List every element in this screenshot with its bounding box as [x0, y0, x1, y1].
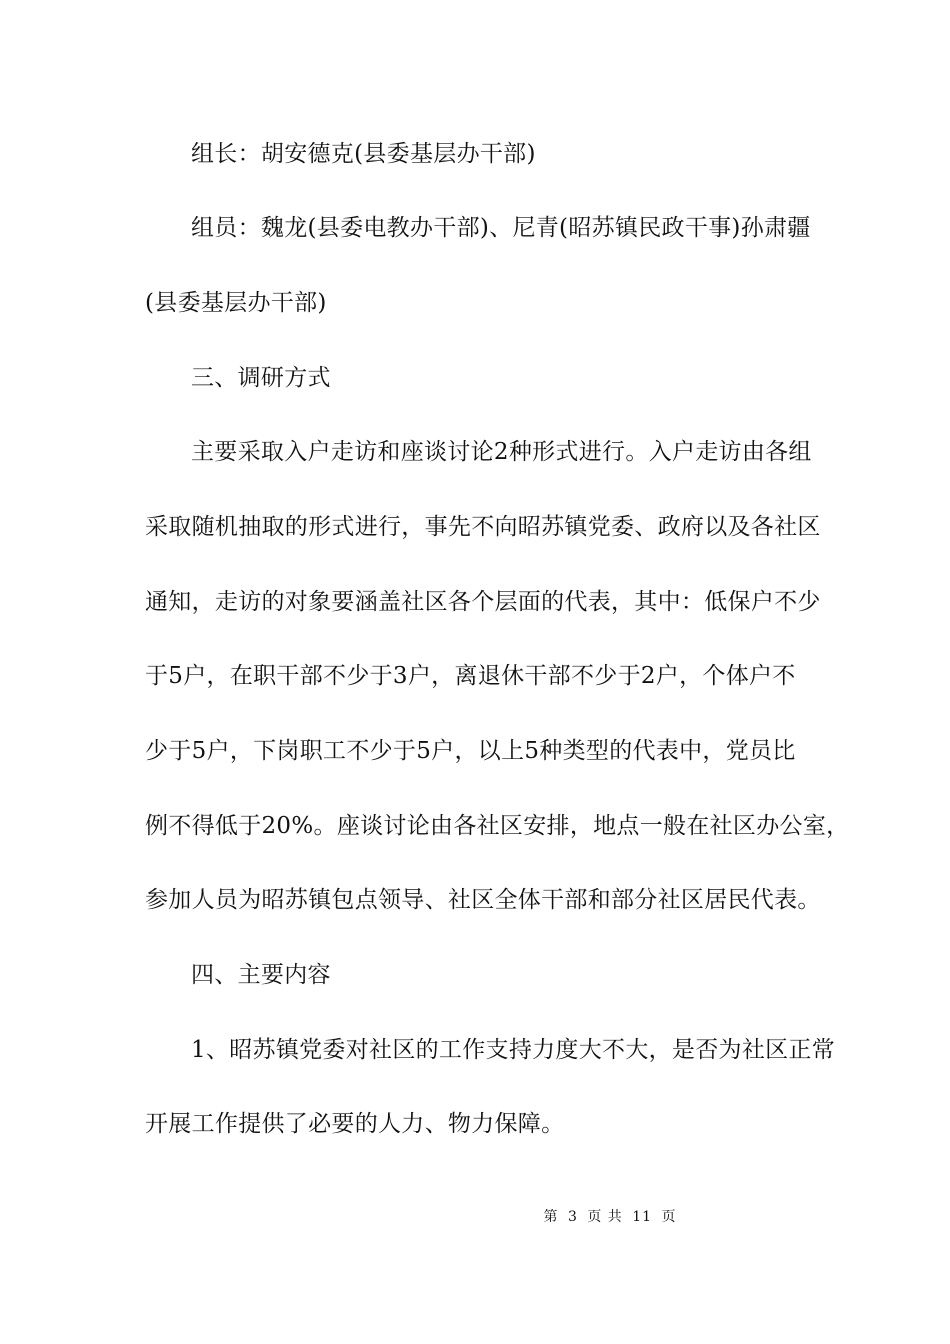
- footer-suffix: 页: [661, 1209, 677, 1225]
- page-footer: [0, 1207, 950, 1227]
- paragraph-line: 1、昭苏镇党委对社区的工作支持力度大不大，是否为社区正常: [191, 1037, 836, 1063]
- paragraph-line: 少于5户，下岗职工不少于5户，以上5种类型的代表中，党员比: [145, 738, 796, 764]
- footer-middle: 页 共: [587, 1209, 623, 1225]
- paragraph-line: 采取随机抽取的形式进行，事先不向昭苏镇党委、政府以及各社区: [145, 514, 821, 540]
- section-heading-main-content: 四、主要内容: [191, 962, 331, 988]
- section-heading-survey-method: 三、调研方式: [191, 365, 331, 391]
- paragraph-line: 主要采取入户走访和座谈讨论2种形式进行。入户走访由各组: [191, 439, 812, 465]
- footer-prefix: 第: [543, 1209, 559, 1225]
- leader-line: 组长：胡安德克(县委基层办干部): [191, 141, 536, 167]
- paragraph-line: 通知，走访的对象要涵盖社区各个层面的代表，其中：低保户不少: [145, 589, 821, 615]
- footer-page-number: 3: [567, 1209, 578, 1225]
- paragraph-line: 例不得低于20%。座谈讨论由各社区安排，地点一般在社区办公室，: [145, 813, 850, 839]
- paragraph-line: 于5户，在职干部不少于3户，离退休干部不少于2户，个体户不: [145, 663, 796, 689]
- paragraph-line: 开展工作提供了必要的人力、物力保障。: [145, 1111, 565, 1137]
- members-line: 组员：魏龙(县委电教办干部)、尼青(昭苏镇民政干事)孙肃疆: [191, 215, 811, 241]
- members-line-continued: (县委基层办干部): [145, 290, 327, 316]
- paragraph-line: 参加人员为昭苏镇包点领导、社区全体干部和部分社区居民代表。: [145, 887, 821, 913]
- footer-total-pages: 11: [632, 1209, 653, 1225]
